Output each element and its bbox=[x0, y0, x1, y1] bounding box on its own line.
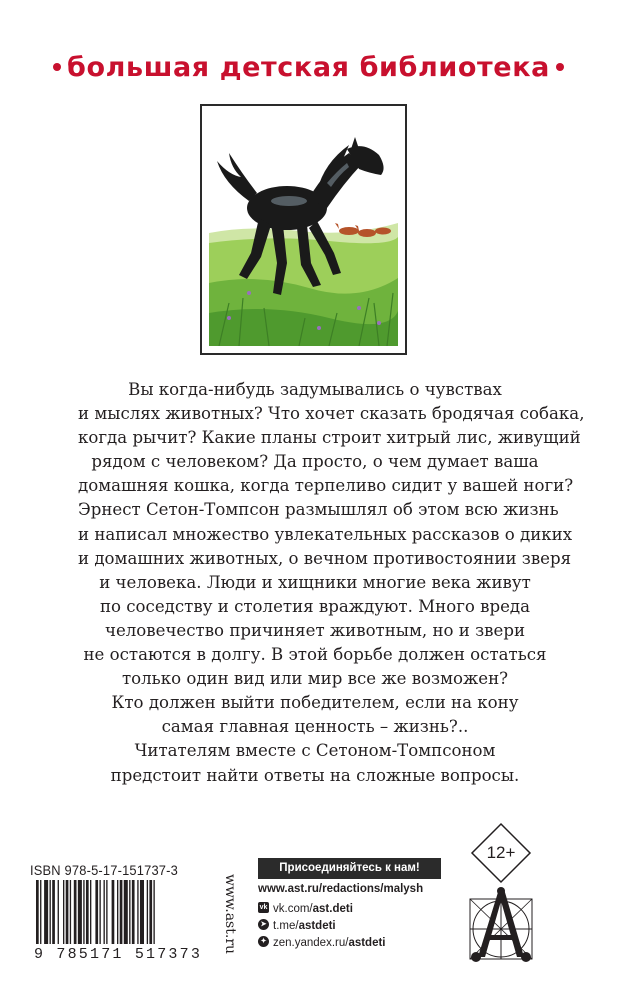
blurb-line: и домашних животных, о вечном противостоянии зверя bbox=[78, 548, 572, 568]
redaction-link[interactable]: www.ast.ru/redactions/malysh bbox=[258, 883, 424, 895]
black-horse-galloping-icon bbox=[209, 113, 398, 346]
series-title-text: большая детская библиотека bbox=[67, 52, 550, 83]
tg-prefix: t.me/ bbox=[273, 920, 299, 932]
blurb-line: человечество причиняет животным, но и звери bbox=[104, 620, 526, 640]
blurb-line: предстоит найти ответы на сложные вопросы. bbox=[110, 765, 520, 785]
social-vk[interactable] bbox=[258, 903, 353, 915]
age-rating-badge bbox=[470, 822, 532, 889]
blurb-line: и написал множество увлекательных рассказов о диких bbox=[78, 524, 573, 544]
vk-icon: vk bbox=[259, 904, 268, 912]
blurb-line: Читателям вместе с Сетоном-Томпсоном bbox=[134, 741, 496, 761]
bullet-dot-left bbox=[53, 63, 61, 71]
isbn-label: ISBN 978-5-17-151737-3 bbox=[30, 862, 178, 878]
illustration-frame bbox=[200, 104, 407, 355]
blurb-line: и человека. Люди и хищники многие века живут bbox=[99, 572, 531, 592]
tg-handle: astdeti bbox=[298, 920, 336, 932]
social-zen[interactable] bbox=[258, 937, 386, 949]
blurb-line: рядом с человеком? Да просто, о чем думает ваша bbox=[91, 452, 539, 472]
blurb-line: самая главная ценность – жизнь?.. bbox=[161, 717, 469, 737]
blurb-text bbox=[78, 378, 585, 788]
blurb-line: домашняя кошка, когда терпеливо сидит у вашей ноги? bbox=[78, 476, 574, 496]
blurb-line: Кто должен выйти победителем, если на кону bbox=[111, 693, 519, 713]
ast-logo-icon bbox=[466, 887, 536, 963]
blurb-line: когда рычит? Какие планы строит хитрый лис, живущий bbox=[78, 428, 581, 448]
blurb-line: и мыслях животных? Что хочет сказать бродячая собака, bbox=[78, 404, 585, 424]
blurb-line: только один вид или мир все же возможен? bbox=[121, 669, 509, 689]
bullet-dot-right bbox=[556, 63, 564, 71]
barcode-icon bbox=[36, 880, 204, 946]
blurb-line: по соседству и столетия враждуют. Много вреда bbox=[99, 596, 531, 616]
zen-prefix: zen.yandex.ru/ bbox=[273, 937, 349, 949]
site-vertical bbox=[218, 866, 238, 966]
zen-icon: ✦ bbox=[258, 936, 269, 947]
telegram-icon: ➤ bbox=[258, 919, 269, 930]
series-title bbox=[0, 52, 617, 83]
blurb-line: не остаются в долгу. В этой борьбе должен остаться bbox=[83, 645, 547, 665]
zen-handle: astdeti bbox=[348, 937, 386, 949]
social-telegram[interactable] bbox=[258, 920, 336, 932]
site-vertical-text: www.ast.ru bbox=[222, 873, 238, 955]
barcode-digits: 9 785171 517373 bbox=[34, 946, 203, 963]
blurb-line: Эрнест Сетон-Томпсон размышлял об этом всю жизнь bbox=[78, 500, 559, 520]
blurb-line: Вы когда-нибудь задумывались о чувствах bbox=[128, 380, 502, 399]
join-banner: Присоединяйтесь к нам! bbox=[258, 858, 441, 879]
vk-prefix: vk.com/ bbox=[273, 903, 313, 915]
age-rating: 12+ bbox=[486, 843, 516, 862]
vk-handle: ast.deti bbox=[312, 903, 353, 915]
